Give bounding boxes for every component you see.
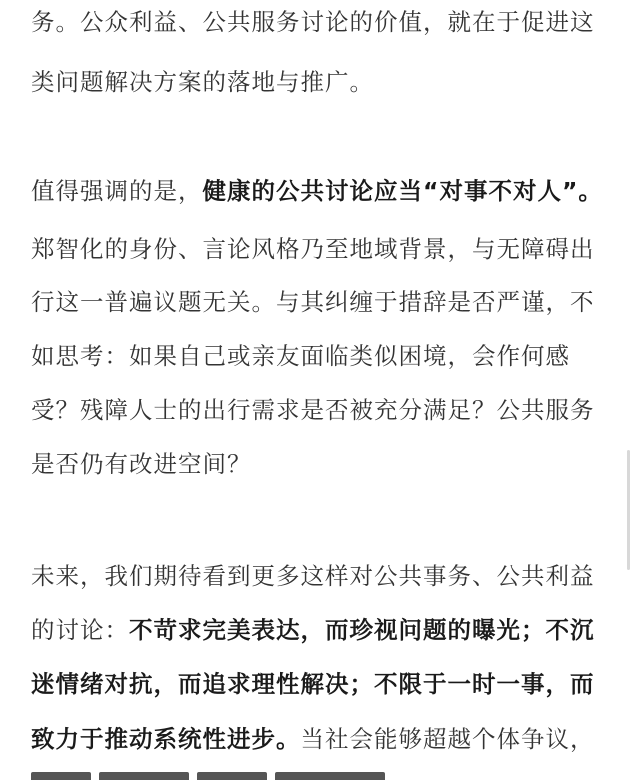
- cropped-glyphs: [99, 772, 189, 780]
- bold-emphasis: 致力于推动系统性进步。: [31, 725, 301, 753]
- paragraph-line: [31, 171, 611, 211]
- paragraph-line: [31, 444, 611, 484]
- line-text: 郑智化的身份、言论风格乃至地域背景，与无障碍出: [31, 235, 595, 263]
- paragraph-line: [31, 336, 611, 376]
- paragraph-line: [31, 2, 611, 42]
- paragraph-line: [31, 282, 611, 322]
- line-text: 的讨论：: [31, 616, 129, 644]
- paragraph-line: [31, 664, 611, 704]
- line-text: 受？残障人士的出行需求是否被充分满足？公共服务: [31, 396, 595, 424]
- cropped-glyphs: [275, 772, 385, 780]
- line-text: 值得强调的是，: [31, 177, 203, 205]
- line-text: 未来，我们期待看到更多这样对公共事务、公共利益: [31, 562, 595, 590]
- paragraph-line: [31, 719, 611, 759]
- bold-emphasis: 健康的公共讨论应当“对事不对人”。: [202, 177, 603, 205]
- cropped-text-line: [31, 772, 471, 780]
- line-text: 是否仍有改进空间？: [31, 450, 252, 478]
- line-text: 类问题解决方案的落地与推广。: [31, 68, 374, 96]
- paragraph-line: [31, 229, 611, 269]
- paragraph-line: [31, 556, 611, 596]
- cropped-glyphs: [31, 772, 91, 780]
- paragraph-line: [31, 610, 611, 650]
- bold-emphasis: 迷情绪对抗，而追求理性解决；不限于一时一事，而: [31, 670, 595, 698]
- line-text: 如思考：如果自己或亲友面临类似困境，会作何感: [31, 342, 570, 370]
- paragraph-line: [31, 62, 611, 102]
- line-text: 务。公众利益、公共服务讨论的价值，就在于促进这: [31, 8, 595, 36]
- bold-emphasis: 不苛求完美表达，而珍视问题的曝光；不沉: [129, 616, 595, 644]
- cropped-glyphs: [197, 772, 267, 780]
- paragraph-line: [31, 390, 611, 430]
- scrollbar[interactable]: [627, 450, 630, 570]
- line-text: 行这一普遍议题无关。与其纠缠于措辞是否严谨，不: [31, 288, 595, 316]
- line-text: 当社会能够超越个体争议，: [300, 725, 595, 753]
